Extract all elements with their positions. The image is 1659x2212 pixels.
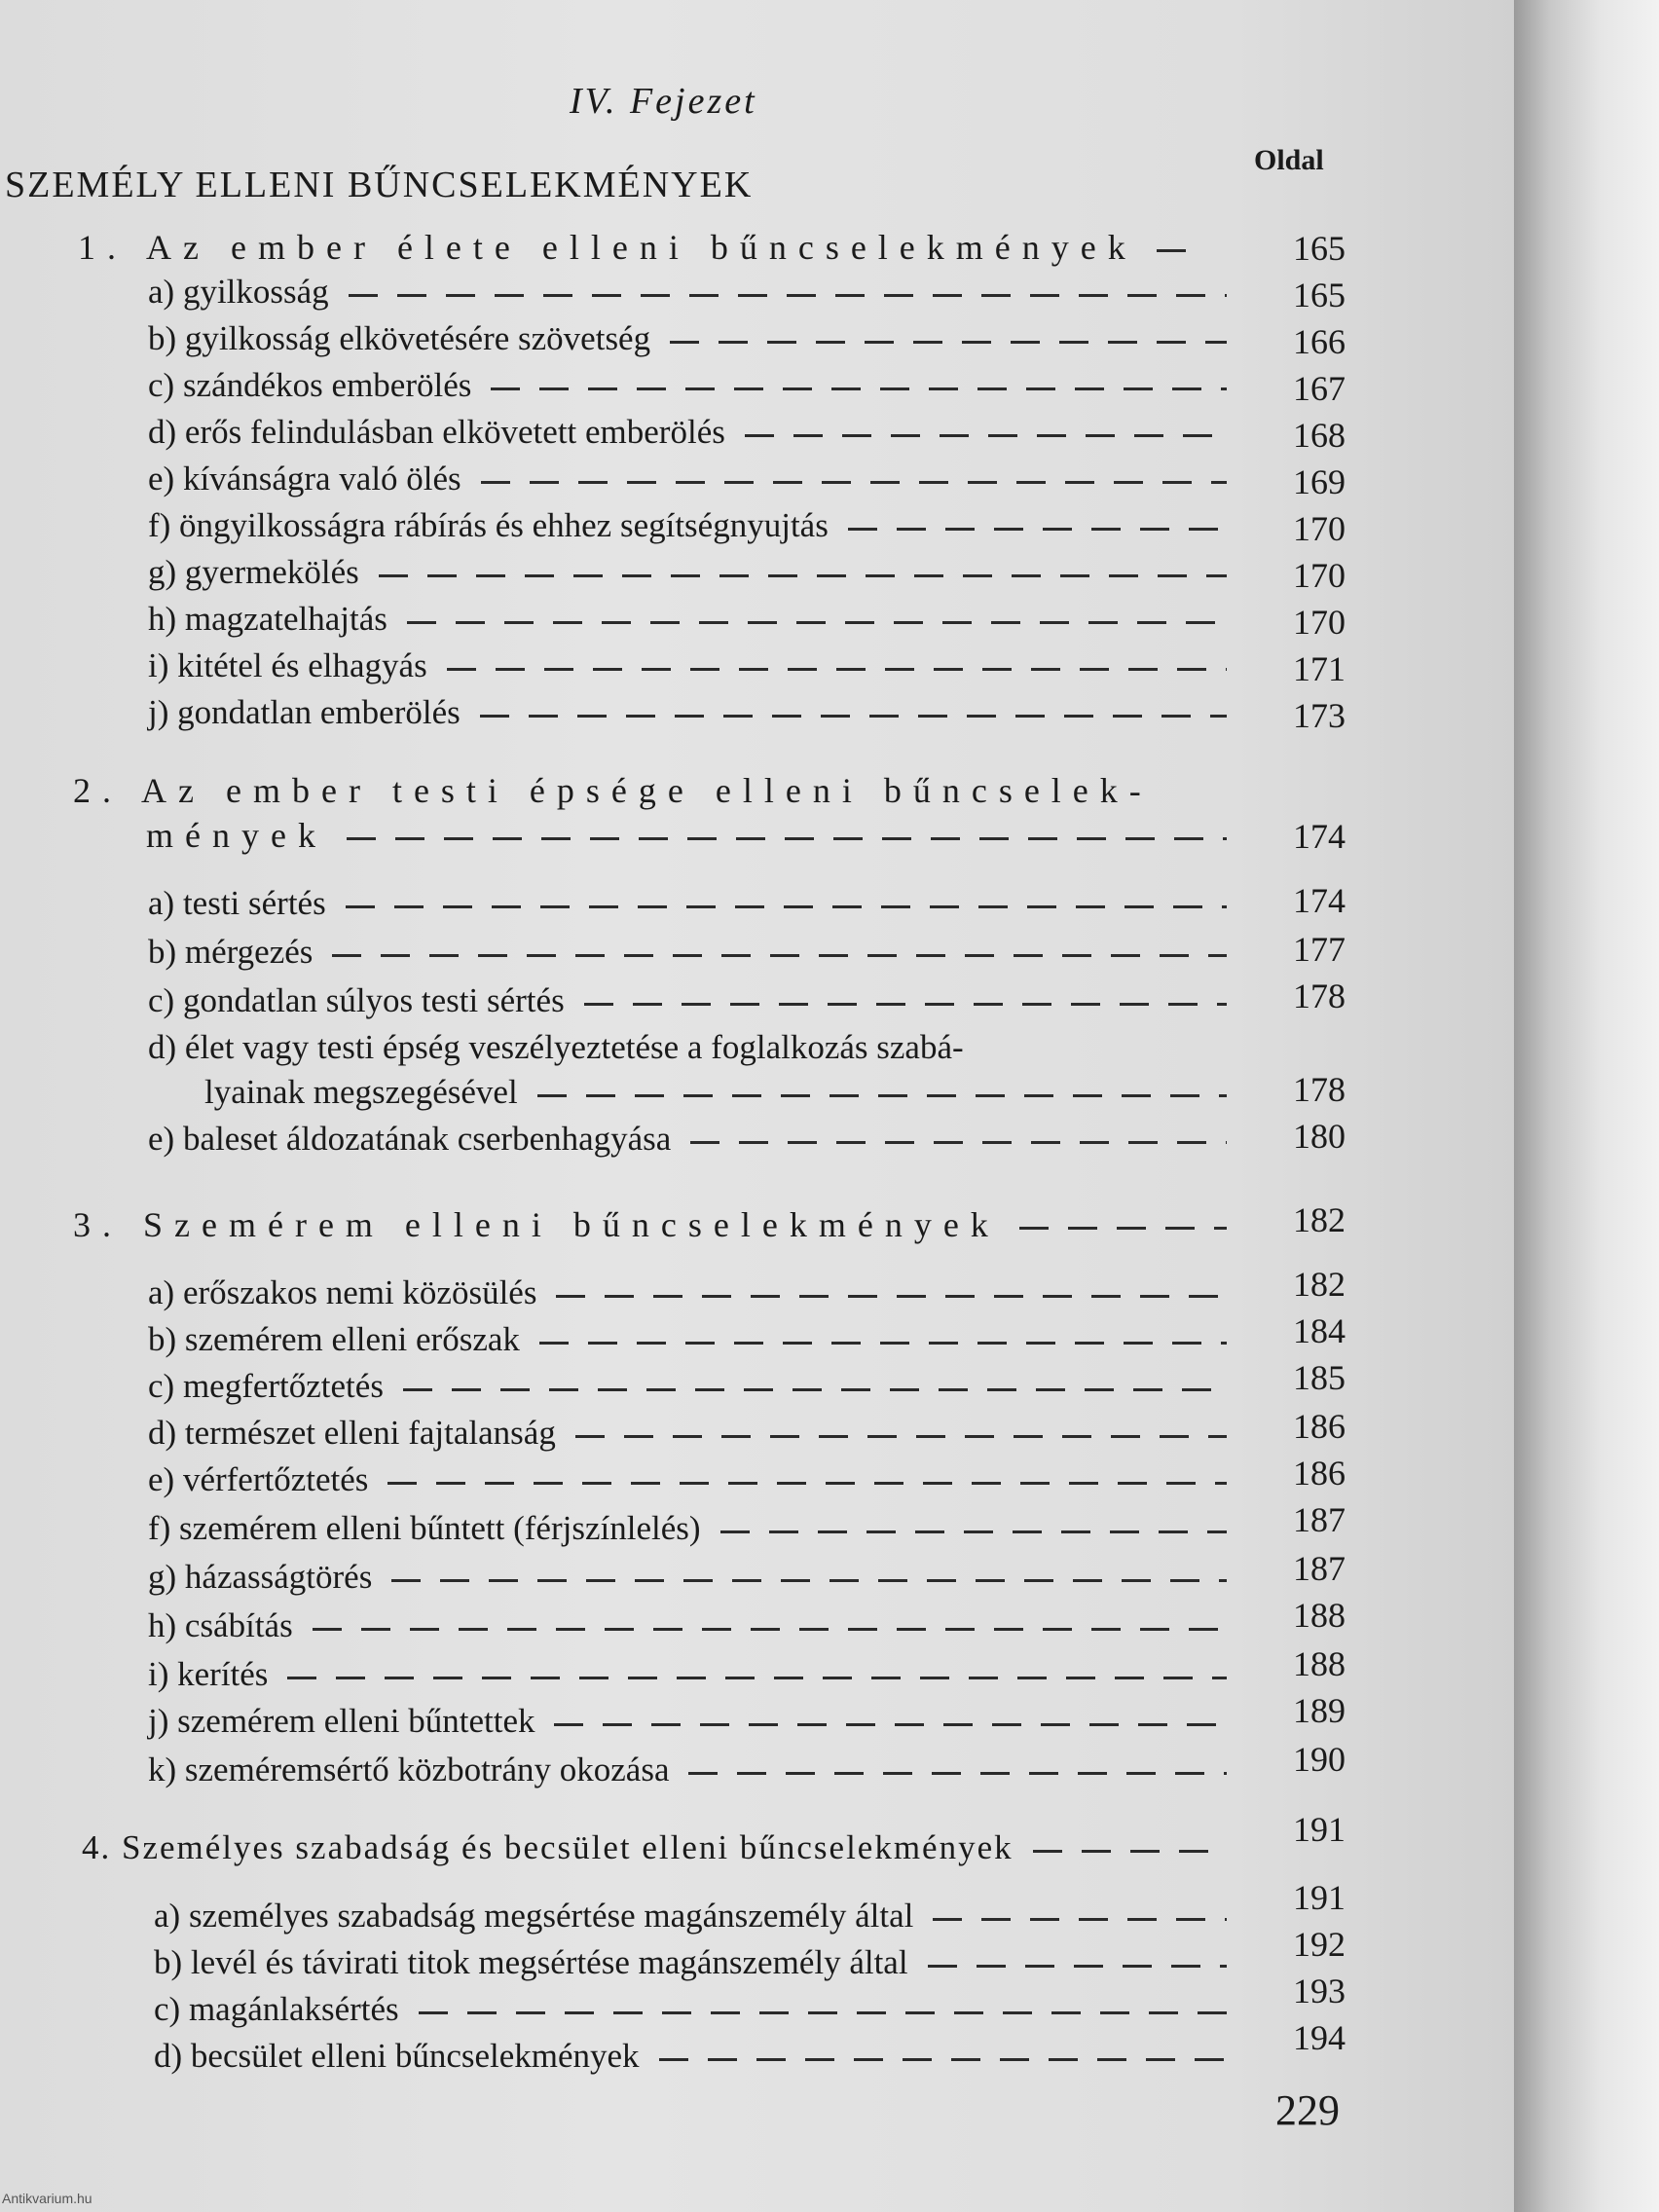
entry-label: i) kerítés xyxy=(148,1655,269,1693)
toc-entry xyxy=(148,882,1227,925)
page-number: 171 xyxy=(1293,649,1346,688)
entry-label: c) megfertőztetés xyxy=(148,1367,384,1405)
toc-entry xyxy=(148,1604,1227,1647)
leader-dashes xyxy=(537,1094,1227,1097)
entry-label: j) gondatlan emberölés xyxy=(148,693,461,731)
page-number: 178 xyxy=(1293,1070,1346,1109)
section-1-heading: 1. Az ember élete elleni bűncselekmények xyxy=(78,228,1137,267)
leader-dashes xyxy=(720,1530,1227,1533)
page-binding-shadow xyxy=(1514,0,1659,2212)
toc-entry xyxy=(148,931,1227,974)
page-number: 192 xyxy=(1293,1925,1346,1964)
entry-label: a) személyes szabadság megsértése magánszemély által xyxy=(154,1897,914,1935)
toc-entry xyxy=(148,458,1227,500)
entry-label: k) szeméremsértő közbotrány okozása xyxy=(148,1751,670,1788)
entry-label: b) szemérem elleni erőszak xyxy=(148,1320,520,1358)
page-number: 187 xyxy=(1293,1549,1346,1588)
entry-label: e) baleset áldozatának cserbenhagyása xyxy=(148,1120,672,1158)
page-number: 188 xyxy=(1293,1644,1346,1683)
toc-entry xyxy=(148,1458,1227,1501)
section-2-heading: 2. Az ember testi épsége elleni bűncselek- xyxy=(73,771,1153,810)
toc-entry xyxy=(154,1941,1227,1984)
entry-label-cont: lyainak megszegésével xyxy=(204,1073,518,1111)
page-number: 169 xyxy=(1293,462,1346,501)
leader-dashes xyxy=(480,715,1227,718)
leader-dashes xyxy=(287,1677,1227,1679)
leader-dashes xyxy=(313,1628,1227,1631)
entry-label: b) gyilkosság elkövetésére szövetség xyxy=(148,319,651,357)
leader-dashes xyxy=(928,1965,1227,1968)
entry-label: f) öngyilkosságra rábírás és ehhez segítségnyujtás xyxy=(148,506,829,544)
leader-dashes xyxy=(1157,249,1186,252)
toc-entry xyxy=(148,645,1227,687)
page-number: 177 xyxy=(1293,930,1346,969)
page-number: 174 xyxy=(1293,817,1346,856)
entry-label: d) természet elleni fajtalanság xyxy=(148,1414,556,1452)
leader-dashes xyxy=(659,2058,1227,2061)
toc-entry xyxy=(148,271,1227,313)
toc-entry xyxy=(148,1318,1227,1361)
toc-entry xyxy=(148,598,1227,641)
entry-label: g) gyermekölés xyxy=(148,553,359,591)
toc-entry-cont xyxy=(204,1071,1227,1114)
page-number: 170 xyxy=(1293,509,1346,548)
leader-dashes xyxy=(391,1579,1227,1582)
leader-dashes xyxy=(554,1723,1227,1726)
leader-dashes xyxy=(491,387,1227,390)
section-2-heading-cont: mények xyxy=(146,816,327,855)
toc-section-heading xyxy=(73,1203,1227,1246)
toc-entry xyxy=(148,1118,1227,1161)
leader-dashes xyxy=(447,668,1227,671)
entry-label: h) csábítás xyxy=(148,1606,293,1644)
leader-dashes xyxy=(347,837,1227,840)
page-number: 193 xyxy=(1293,1972,1346,2010)
entry-label: b) mérgezés xyxy=(148,933,313,971)
toc-entry xyxy=(148,317,1227,360)
page-number: 180 xyxy=(1293,1117,1346,1156)
entry-label: c) magánlaksértés xyxy=(154,1990,399,2028)
leader-dashes xyxy=(556,1295,1227,1298)
leader-dashes xyxy=(1033,1850,1227,1853)
page-number: 174 xyxy=(1293,881,1346,920)
leader-dashes xyxy=(688,1772,1227,1775)
leader-dashes xyxy=(745,434,1227,437)
chapter-title: SZEMÉLY ELLENI BŰNCSELEKMÉNYEK xyxy=(5,165,754,205)
page-number: 194 xyxy=(1293,2018,1346,2057)
leader-dashes xyxy=(584,1003,1227,1006)
toc-entry xyxy=(154,1988,1227,2031)
page-number: 191 xyxy=(1293,1878,1346,1917)
page-number: 166 xyxy=(1293,322,1346,361)
page-number: 168 xyxy=(1293,416,1346,455)
page-number: 165 xyxy=(1293,276,1346,314)
toc-entry xyxy=(148,504,1227,547)
toc-section-heading xyxy=(82,1826,1227,1869)
leader-dashes xyxy=(387,1482,1227,1485)
toc-entry xyxy=(148,364,1227,407)
page-number: 186 xyxy=(1293,1407,1346,1446)
entry-label: d) becsület elleni bűncselekmények xyxy=(154,2037,640,2075)
section-4-heading: 4. Személyes szabadság és becsület elleni bűncselekmények xyxy=(82,1828,1014,1866)
entry-label: a) erőszakos nemi közösülés xyxy=(148,1273,537,1311)
leader-dashes xyxy=(403,1388,1227,1391)
toc-section-heading-cont xyxy=(146,814,1227,857)
leader-dashes xyxy=(419,2011,1227,2014)
page-number: 189 xyxy=(1293,1691,1346,1730)
page-number: 165 xyxy=(1293,229,1346,268)
toc-entry xyxy=(148,691,1227,734)
page-number: 173 xyxy=(1293,696,1346,735)
entry-label: d) erős felindulásban elkövetett emberölés xyxy=(148,413,725,451)
page-number: 187 xyxy=(1293,1500,1346,1539)
entry-label: i) kitétel és elhagyás xyxy=(148,646,427,684)
leader-dashes xyxy=(933,1918,1227,1921)
entry-label: c) szándékos emberölés xyxy=(148,366,472,404)
page-number: 182 xyxy=(1293,1200,1346,1239)
toc-entry xyxy=(148,1412,1227,1455)
chapter-heading: IV. Fejezet xyxy=(570,81,757,122)
page-number: 185 xyxy=(1293,1358,1346,1397)
page-number: 184 xyxy=(1293,1311,1346,1350)
toc-entry xyxy=(148,1700,1227,1743)
leader-dashes xyxy=(346,905,1227,908)
toc-entry xyxy=(148,551,1227,594)
section-3-heading: 3. Szemérem elleni bűncselekmények xyxy=(73,1205,1000,1244)
page-folio: 229 xyxy=(1275,2086,1340,2134)
entry-label: a) testi sértés xyxy=(148,884,326,922)
watermark: Antikvarium.hu xyxy=(2,2191,92,2206)
entry-label: c) gondatlan súlyos testi sértés xyxy=(148,981,565,1019)
leader-dashes xyxy=(407,621,1227,624)
entry-label: j) szemérem elleni bűntettek xyxy=(148,1702,535,1740)
toc-entry xyxy=(148,1749,1227,1791)
entry-label: e) kívánságra való ölés xyxy=(148,460,461,498)
entry-label: g) házasságtörés xyxy=(148,1558,373,1596)
toc-section-heading xyxy=(78,226,1227,269)
page-column-label: Oldal xyxy=(1254,144,1324,176)
leader-dashes xyxy=(379,574,1227,577)
entry-label: a) gyilkosság xyxy=(148,273,329,311)
leader-dashes xyxy=(481,481,1227,484)
entry-label: e) vérfertőztetés xyxy=(148,1460,369,1498)
toc-entry xyxy=(154,1895,1227,1937)
toc-entry xyxy=(148,1272,1227,1314)
page-number: 186 xyxy=(1293,1454,1346,1493)
toc-entry xyxy=(148,1556,1227,1599)
leader-dashes xyxy=(332,954,1227,957)
entry-label: d) élet vagy testi épség veszélyeztetése a foglalkozás szabá- xyxy=(148,1028,964,1066)
toc-entry xyxy=(148,1507,1227,1550)
entry-label: h) magzatelhajtás xyxy=(148,600,387,638)
leader-dashes xyxy=(539,1342,1227,1345)
entry-label: b) levél és távirati titok megsértése magánszemély által xyxy=(154,1943,908,1981)
leader-dashes xyxy=(575,1435,1227,1438)
leader-dashes xyxy=(349,294,1227,297)
page-number: 190 xyxy=(1293,1740,1346,1779)
page-number: 182 xyxy=(1293,1265,1346,1304)
toc-entry xyxy=(148,979,1227,1022)
toc-entry xyxy=(148,1026,1227,1069)
toc-entry xyxy=(148,1653,1227,1696)
page-number: 191 xyxy=(1293,1810,1346,1849)
page-number: 170 xyxy=(1293,556,1346,595)
toc-section-heading xyxy=(73,769,1227,812)
toc-entry xyxy=(154,2035,1227,2078)
page-number: 167 xyxy=(1293,369,1346,408)
page-number: 178 xyxy=(1293,977,1346,1015)
page-number: 170 xyxy=(1293,603,1346,642)
leader-dashes xyxy=(690,1141,1227,1144)
entry-label: f) szemérem elleni bűntett (férjszínlelés) xyxy=(148,1509,701,1547)
toc-entry xyxy=(148,1365,1227,1408)
leader-dashes xyxy=(670,341,1227,344)
page-number: 188 xyxy=(1293,1596,1346,1635)
leader-dashes xyxy=(1019,1227,1227,1230)
leader-dashes xyxy=(848,528,1227,531)
toc-entry xyxy=(148,411,1227,454)
